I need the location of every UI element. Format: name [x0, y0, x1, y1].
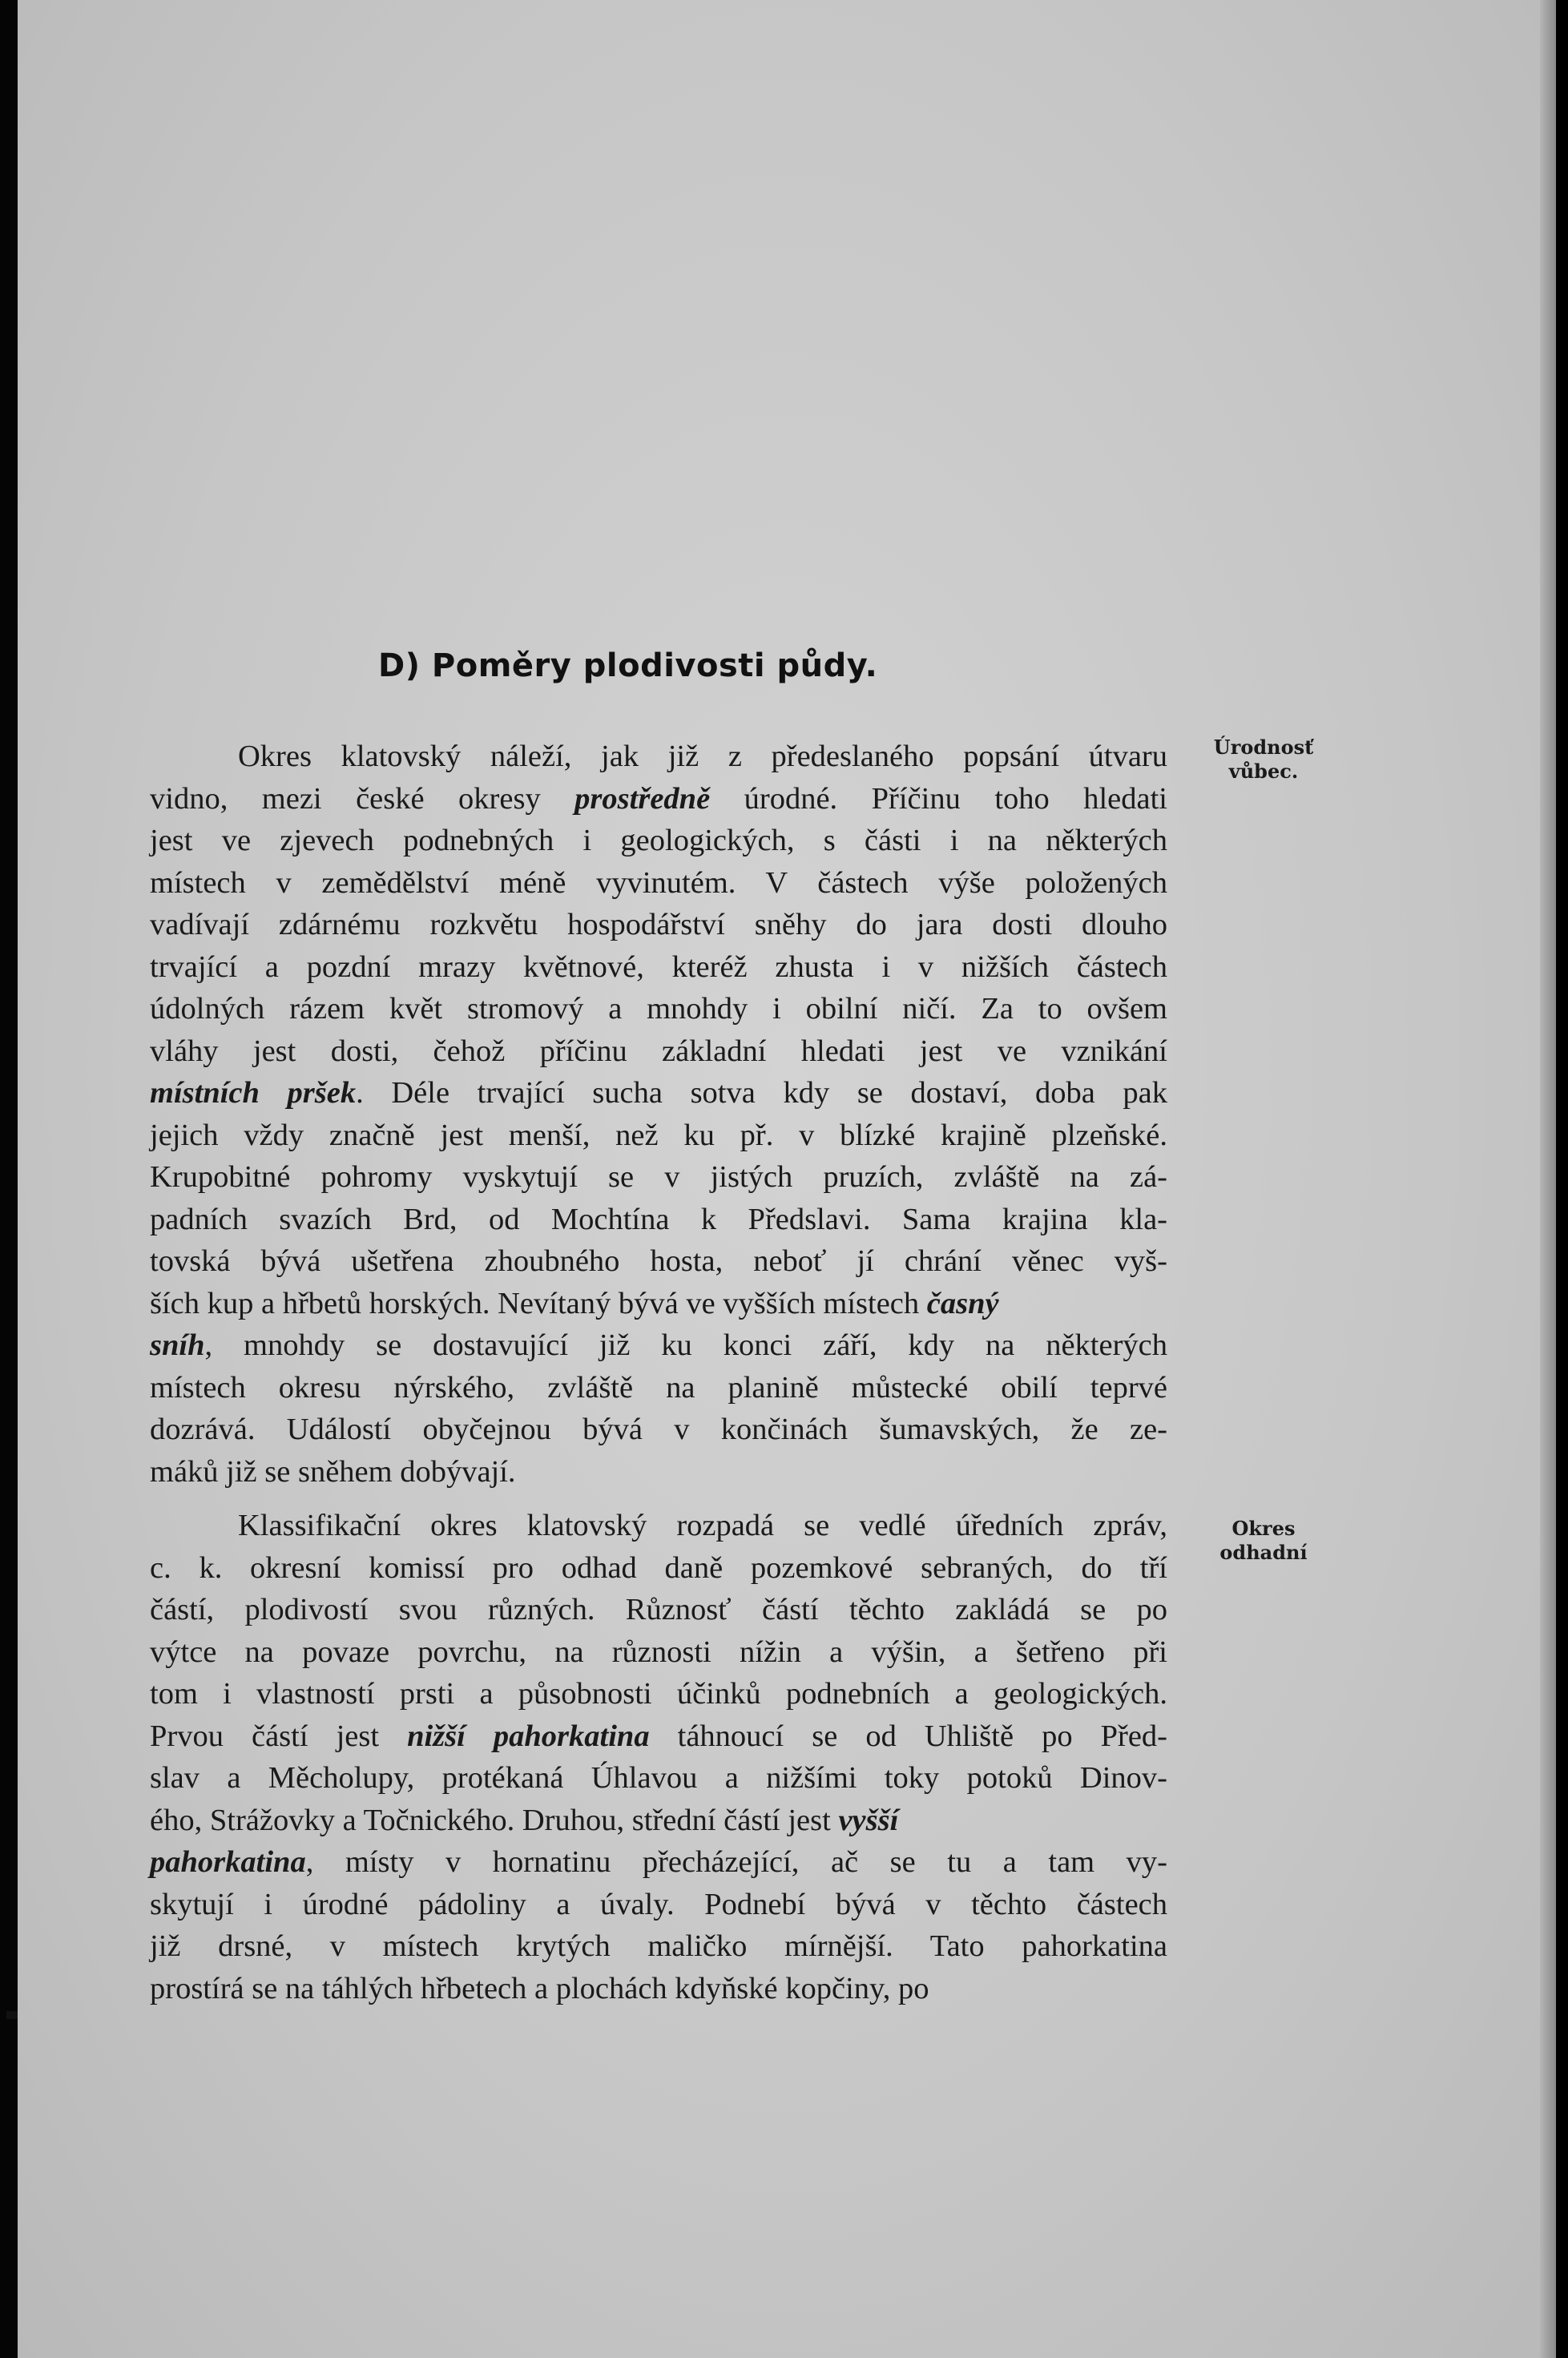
- text-line: údolných rázem květ stromový a mnohdy i obilní ničí. Za to ovšem: [150, 992, 1167, 1026]
- emphasized-term: pahorkatina: [150, 1845, 306, 1879]
- text-line: vláhy jest dosti, čehož příčinu základní hledati jest ve vznikání: [150, 1034, 1167, 1068]
- emphasized-term: prostředně: [574, 781, 711, 816]
- emphasized-term: místních pršek: [150, 1076, 357, 1110]
- text-line: Okres klatovský náleží, jak již z předeslaného popsání útvaru: [238, 740, 1167, 773]
- margin-note-1: [1191, 736, 1336, 784]
- text-line: padních svazích Brd, od Mochtína k Předslavi. Sama krajina kla-: [150, 1202, 1167, 1236]
- emphasized-term: nižší pahorkatina: [407, 1719, 650, 1753]
- text-line: c. k. okresní komissí pro odhad daně pozemkové sebraných, do tří: [150, 1550, 1167, 1585]
- text-line: pahorkatina, místy v hornatinu přecházející, ač se tu a tam vy-: [150, 1845, 1167, 1879]
- margin-note-2-line-2: odhadní: [1219, 1541, 1308, 1564]
- text-line: místních pršek. Déle trvající sucha sotva kdy se dostaví, doba pak: [150, 1076, 1167, 1110]
- text-line: výtce na povaze povrchu, na různosti nížin a výšin, a šetřeno při: [150, 1634, 1167, 1669]
- section-heading: D) Poměry plodivosti půdy.: [378, 647, 878, 684]
- margin-note-2-line-1: Okres: [1231, 1517, 1296, 1540]
- text-line: Prvou částí jest nižší pahorkatina táhnoucí se od Uhliště po Před-: [150, 1719, 1167, 1753]
- margin-note-1-line-1: Úrodnosť: [1213, 736, 1314, 759]
- page-right-edge: [1540, 0, 1556, 2358]
- text-line: vadívají zdárnému rozkvětu hospodářství sněhy do jara dosti dlouho: [150, 908, 1167, 941]
- text-line: místech okresu nýrského, zvláště na planině můstecké obilí teprvé: [150, 1370, 1167, 1405]
- text-line: již drsné, v místech krytých maličko mírnější. Tato pahorkatina: [150, 1929, 1167, 1963]
- text-line: máků již se sněhem dobývají.: [150, 1454, 516, 1489]
- text-line: trvající a pozdní mrazy květnové, kteréž zhusta i v nižších částech: [150, 949, 1167, 984]
- paragraph-1: [150, 736, 1167, 1493]
- text-line: dozrává. Událostí obyčejnou bývá v končinách šumavských, že ze-: [150, 1413, 1167, 1446]
- paragraph-2: [150, 1505, 1167, 2009]
- text-line: skytují i úrodné pádoliny a úvaly. Podnebí bývá v těchto částech: [150, 1887, 1167, 1921]
- text-line: jest ve zjevech podnebných i geologických, s části i na některých: [150, 824, 1167, 857]
- text-line: tom i vlastností prsti a působnosti účinků podnebních a geologických.: [150, 1677, 1167, 1711]
- emphasized-term: časný: [926, 1286, 999, 1320]
- scan-left-border: [0, 0, 18, 2358]
- emphasized-term: vyšší: [838, 1803, 899, 1837]
- text-line: Klassifikační okres klatovský rozpadá se vedlé úředních zpráv,: [238, 1509, 1167, 1542]
- text-line: ého, Strážovky a Točnického. Druhou, střední částí jest vyšší: [150, 1803, 899, 1837]
- emphasized-term: sníh: [150, 1328, 205, 1362]
- text-line: sníh, mnohdy se dostavující již ku konci září, kdy na některých: [150, 1328, 1167, 1362]
- text-line: vidno, mezi české okresy prostředně úrodné. Příčinu toho hledati: [150, 781, 1167, 816]
- text-line: tovská bývá ušetřena zhoubného hosta, neboť jí chrání věnec vyš-: [150, 1244, 1167, 1278]
- text-line: místech v zemědělství méně vyvinutém. V částech výše položených: [150, 865, 1167, 900]
- text-line: slav a Měcholupy, protékaná Úhlavou a nižšími toky potoků Dinov-: [150, 1761, 1167, 1795]
- text-line: prostírá se na táhlých hřbetech a plochách kdyňské kopčiny, po: [150, 1971, 929, 2005]
- margin-note-2: [1191, 1517, 1336, 1565]
- margin-note-1-line-2: vůbec.: [1228, 760, 1299, 783]
- text-line: částí, plodivostí svou různých. Různosť částí těchto zakládá se po: [150, 1593, 1167, 1626]
- text-line: ších kup a hřbetů horských. Nevítaný bývá ve vyšších místech časný: [150, 1286, 999, 1320]
- text-line: jejich vždy značně jest menší, než ku př. v blízké krajině plzeňské.: [150, 1118, 1167, 1152]
- text-line: Krupobitné pohromy vyskytují se v jistých pruzích, zvláště na zá-: [150, 1160, 1167, 1194]
- book-page: [18, 0, 1556, 2358]
